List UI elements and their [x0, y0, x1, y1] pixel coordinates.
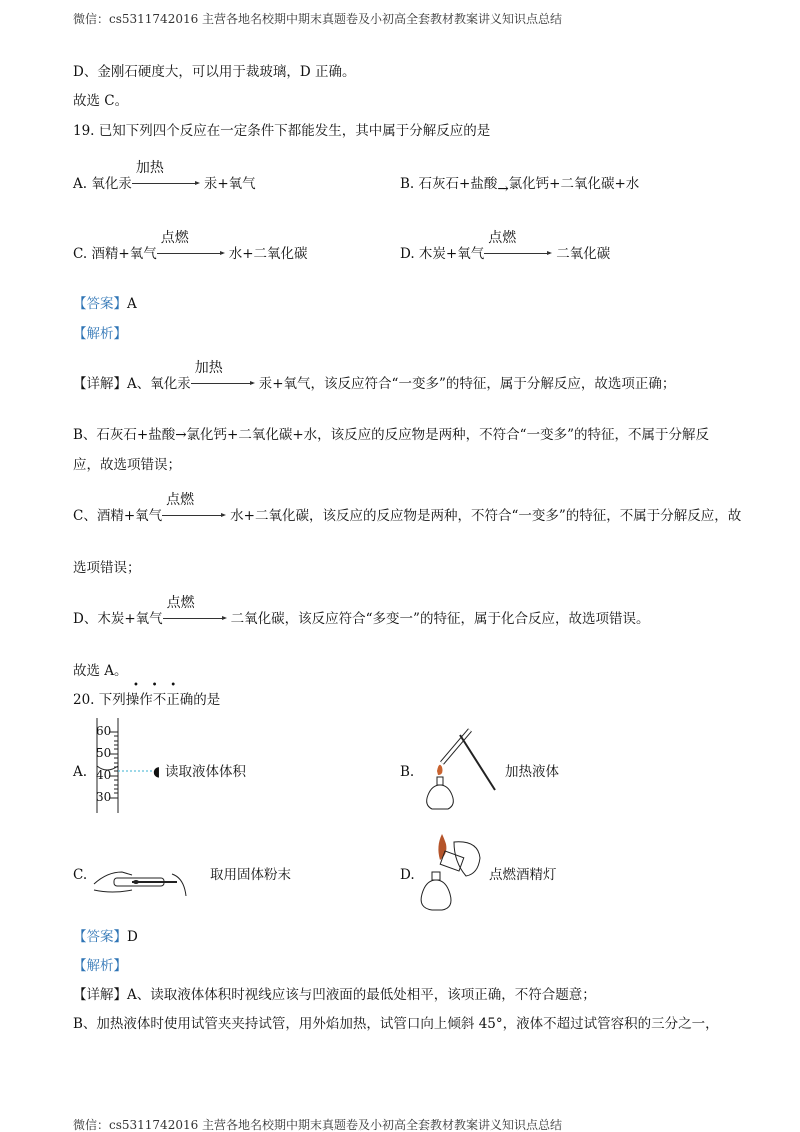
q19-explain-b-2: 应，故选项错误； [73, 457, 181, 473]
q20-analysis-tag: 【解析】 [73, 958, 127, 974]
option-text: 水+二氧化碳 [228, 246, 308, 262]
q20-a-caption: 读取液体体积 [165, 764, 246, 780]
q20-explain-a [73, 986, 596, 1004]
prev-choice: 故选 C。 [73, 93, 129, 109]
q20-stem: 20. 下列操作不正确的是 [73, 692, 221, 708]
q19-analysis-tag: 【解析】 [73, 326, 127, 342]
prev-explanation-d: D、金刚石硬度大，可以用于裁玻璃，D 正确。 [73, 64, 356, 80]
heating-liquid-figure [420, 725, 500, 813]
condition-label: 加热 [135, 160, 164, 176]
tick-label: 60 [96, 724, 112, 738]
q20-c-letter: C. [73, 867, 88, 883]
q19-stem: 19. 已知下列四个反应在一定条件下都能发生，其中属于分解反应的是 [73, 123, 491, 139]
answer-tag: 【答案】 [73, 929, 127, 945]
condition-label: 点燃 [488, 230, 517, 246]
text: A、读取液体体积时视线应该与凹液面的最低处相平，该项正确，不符合题意； [127, 987, 596, 1003]
reaction-arrow [484, 230, 556, 263]
q20-d-letter: D. [400, 867, 415, 883]
q19-option-a [73, 160, 256, 193]
q19-choice: 故选 A。 [73, 663, 128, 679]
q19-option-d [400, 230, 611, 263]
arrow-icon: → [497, 181, 509, 197]
option-text: 氯化钙+二氧化碳+水 [508, 176, 640, 192]
condition-label: 点燃 [160, 230, 189, 246]
q20-explain-b: B、加热液体时使用试管夹夹持试管，用外焰加热，试管口向上倾斜 45°，液体不超过试管容积的三分之一， [73, 1016, 719, 1032]
q20-b-letter: B. [400, 764, 415, 780]
text: D、木炭+氧气 [73, 611, 163, 627]
option-text: B. 石灰石+盐酸 [400, 176, 498, 192]
tick-label: 40 [96, 768, 112, 782]
text: C、酒精+氧气 [73, 508, 163, 524]
tick-label: 30 [96, 790, 112, 804]
text: A、氧化汞 [127, 376, 191, 392]
reaction-arrow [157, 230, 229, 263]
q20-c-caption: 取用固体粉末 [210, 867, 291, 883]
detail-tag: 【详解】 [73, 987, 127, 1003]
option-text: A. 氧化汞 [73, 176, 132, 192]
q19-option-c [73, 230, 308, 263]
emphasis-dots: • • • [133, 680, 177, 691]
answer-value: D [127, 929, 138, 945]
q19-explain-a [73, 360, 676, 393]
q20-b-caption: 加热液体 [505, 764, 559, 780]
lighting-alcohol-lamp-figure [418, 832, 493, 912]
text: 水+二氧化碳，该反应的反应物是两种，不符合“一变多”的特征，不属于分解反应，故 [230, 508, 742, 524]
condition-label: 点燃 [166, 492, 195, 508]
q20-answer [73, 928, 138, 946]
q19-explain-b-1: B、石灰石+盐酸→氯化钙+二氧化碳+水，该反应的反应物是两种，不符合“一变多”的特征，不属于分解反 [73, 427, 709, 443]
answer-value: A [127, 296, 137, 312]
option-text: D. 木炭+氧气 [400, 246, 485, 262]
condition-label: 点燃 [166, 595, 195, 611]
q20-d-caption: 点燃酒精灯 [489, 867, 557, 883]
q19-option-b [400, 175, 640, 197]
reaction-arrow [163, 595, 231, 628]
tick-label: 50 [96, 746, 112, 760]
option-text: C. 酒精+氧气 [73, 246, 157, 262]
option-text: 二氧化碳 [556, 246, 611, 262]
powder-taking-figure [92, 860, 187, 900]
page-header: 微信：cs5311742016 主营各地名校期中期末真题卷及小初高全套教材教案讲义知识点总结 [73, 12, 563, 26]
reaction-arrow [162, 492, 230, 525]
answer-tag: 【答案】 [73, 296, 127, 312]
condition-label: 加热 [194, 360, 223, 376]
reaction-arrow [191, 360, 259, 393]
q19-explain-c-2: 选项错误； [73, 560, 141, 576]
page-footer: 微信：cs5311742016 主营各地名校期中期末真题卷及小初高全套教材教案讲义知识点总结 [73, 1118, 563, 1132]
eye-icon: ◖ [153, 764, 161, 780]
text: 二氧化碳，该反应符合“多变一”的特征，属于化合反应，故选项错误。 [230, 611, 650, 627]
q20-a-letter: A. [73, 764, 88, 780]
reaction-arrow [132, 160, 204, 193]
q19-explain-d [73, 595, 650, 628]
text: 汞+氧气，该反应符合“一变多”的特征，属于分解反应，故选项正确； [258, 376, 676, 392]
q19-explain-c [73, 492, 742, 525]
detail-tag: 【详解】 [73, 376, 127, 392]
q19-answer [73, 295, 137, 313]
option-text: 汞+氧气 [203, 176, 256, 192]
